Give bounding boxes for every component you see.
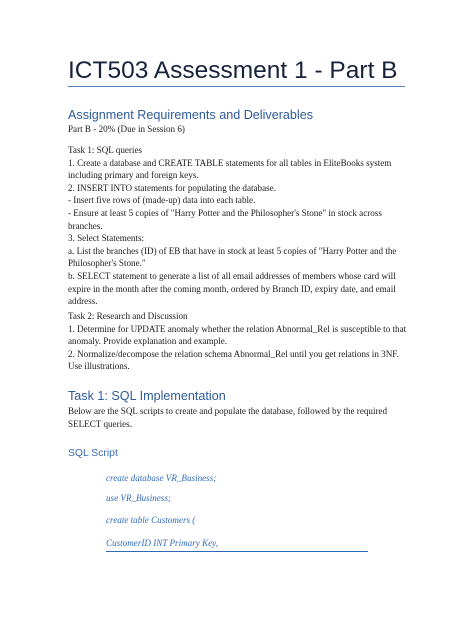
paragraph-line: 2. Normalize/decompose the relation schema Abnormal_Rel until you get relations in 3NF. <box>68 348 399 359</box>
paragraph-line: Task 2: Research and Discussion <box>68 311 188 321</box>
paragraph-line: 3. Select Statements: <box>68 233 145 244</box>
paragraph-line: including primary and foreign keys. <box>68 170 199 181</box>
paragraph-line: anomaly. Provide explanation and example. <box>68 336 228 347</box>
paragraph-line: address. <box>68 296 98 307</box>
title-underline <box>68 86 405 87</box>
paragraph-line: Use illustrations. <box>68 361 130 372</box>
paragraph-line: 1. Create a database and CREATE TABLE statements for all tables in EliteBooks system <box>68 157 392 168</box>
code-line: create database VR_Business; <box>106 473 217 483</box>
paragraph-line: - Ensure at least 5 copies of "Harry Potter and the Philosopher's Stone" in stock across <box>68 207 382 218</box>
code-line: use VR_Business; <box>106 493 171 503</box>
sql-script-heading: SQL Script <box>68 448 118 459</box>
code-line: create table Customers ( <box>106 515 196 525</box>
paragraph-line: - Insert five rows of (made-up) data into each table. <box>68 195 256 206</box>
paragraph-line: 2. INSERT INTO statements for populating the database. <box>68 182 276 193</box>
paragraph-line: b. SELECT statement to generate a list of all email addresses of members whose card will <box>68 270 396 281</box>
requirements-heading: Assignment Requirements and Deliverables <box>68 108 314 122</box>
paragraph-line: Task 1: SQL queries <box>68 145 143 155</box>
task1-intro <box>68 405 418 430</box>
document-title: ICT503 Assessment 1 - Part B <box>68 57 398 84</box>
paragraph-line: Part B - 20% (Due in Session 6) <box>68 124 185 134</box>
paragraph-line: Philosopher's Stone." <box>68 258 146 269</box>
code-underline <box>106 551 368 552</box>
task1-heading: Task 1: SQL Implementation <box>68 389 226 403</box>
paragraph-line: 1. Determine for UPDATE anomaly whether the relation Abnormal_Rel is susceptible to that <box>68 323 407 334</box>
paragraph-line: expire in the month after the coming month, ordered by Branch ID, expiry date, and email <box>68 283 396 294</box>
paragraph-line: a. List the branches (ID) of EB that have in stock at least 5 copies of "Harry Potter and the <box>68 245 397 256</box>
task2-requirements-block <box>68 310 418 373</box>
paragraph-line: Below are the SQL scripts to create and populate the database, followed by the required <box>68 406 388 416</box>
requirements-part-line <box>68 123 418 136</box>
paragraph-line: SELECT queries. <box>68 418 132 429</box>
task1-requirements-block <box>68 144 418 308</box>
paragraph-line: branches. <box>68 220 103 231</box>
code-line: CustomerID INT Primary Key, <box>106 538 218 548</box>
